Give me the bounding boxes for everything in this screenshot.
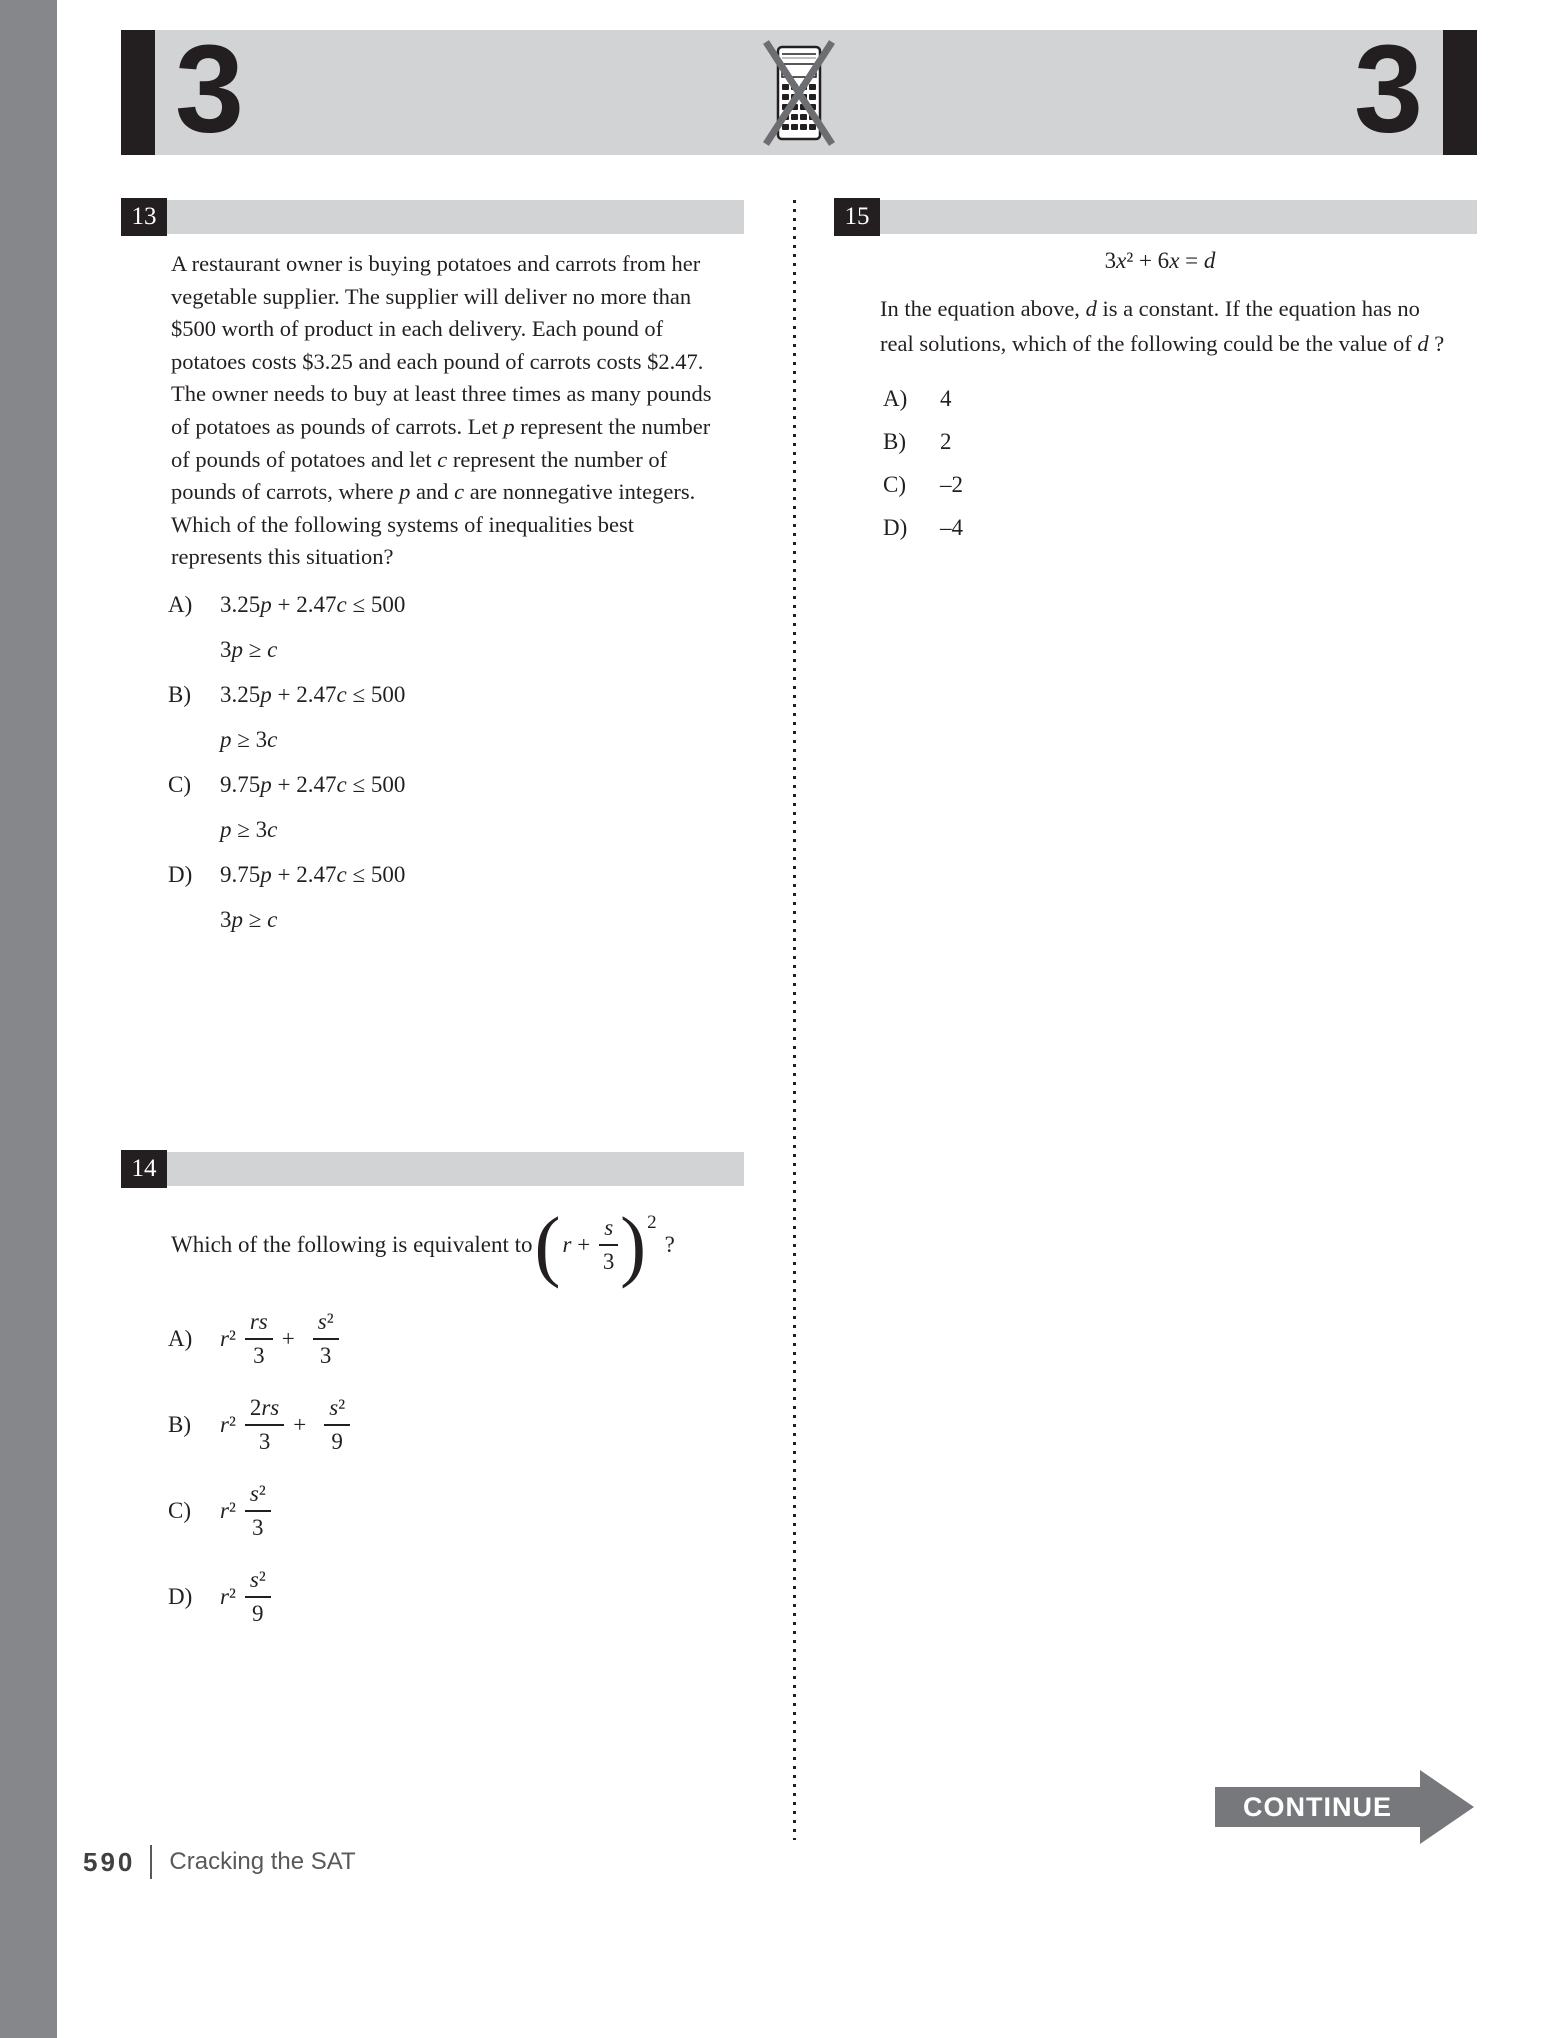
choice-15b xyxy=(883,420,1477,463)
choice-label: B) xyxy=(883,429,906,454)
footer-divider xyxy=(150,1845,152,1879)
question-15 xyxy=(834,200,1477,549)
fraction-numerator: s² xyxy=(245,1567,271,1598)
question-13-header-strip xyxy=(121,200,744,234)
fraction-denominator: 3 xyxy=(253,1343,265,1369)
choice-label: C) xyxy=(168,1498,191,1524)
choice-value: 4 xyxy=(940,386,952,411)
squared-binomial-expression xyxy=(534,1200,657,1289)
question-13-choices xyxy=(121,582,744,942)
choice-value: –4 xyxy=(940,515,963,540)
no-calculator-icon xyxy=(760,40,838,151)
choice-14d xyxy=(168,1560,744,1634)
fraction-numerator: s² xyxy=(324,1395,350,1426)
section-header-band xyxy=(121,19,1477,158)
exponent: 2 xyxy=(647,1212,657,1233)
question-13-number-badge: 13 xyxy=(121,198,167,236)
question-14-number-badge: 14 xyxy=(121,1150,167,1188)
page-footer xyxy=(83,1845,356,1879)
fraction xyxy=(245,1309,273,1369)
choice-15c xyxy=(883,463,1477,506)
fraction-denominator: 3 xyxy=(258,1429,271,1455)
expression-inner xyxy=(561,1215,621,1275)
choice-label: D) xyxy=(168,861,193,887)
question-14-prompt xyxy=(171,1200,744,1289)
fraction-numerator: s xyxy=(599,1215,618,1246)
choice-value: 2 xyxy=(940,429,952,454)
choice-formula-line2: 3p ≥ c xyxy=(220,636,278,662)
open-paren: ( xyxy=(534,1200,561,1289)
choice-14c xyxy=(168,1474,744,1548)
question-15-header-strip xyxy=(834,200,1477,234)
page-edge-strip xyxy=(0,0,57,2038)
choice-14a xyxy=(168,1302,744,1376)
choice-formula-line2: 3p ≥ c xyxy=(220,906,278,932)
choice-formula-line2: p ≥ 3c xyxy=(220,726,278,752)
book-title: Cracking the SAT xyxy=(169,1848,356,1875)
header-bar-left xyxy=(121,30,155,155)
choice-label: D) xyxy=(168,1584,193,1610)
fraction-numerator: s² xyxy=(313,1309,339,1340)
expression-term: r + xyxy=(562,1232,591,1258)
choice-14b xyxy=(168,1388,744,1462)
fraction-denominator: 3 xyxy=(252,1515,264,1541)
close-paren: ) xyxy=(620,1200,647,1289)
choice-label: C) xyxy=(168,771,191,797)
choice-label: B) xyxy=(168,681,191,707)
fraction-denominator: 3 xyxy=(319,1343,332,1369)
page-number: 590 xyxy=(83,1846,136,1877)
fraction xyxy=(245,1395,284,1455)
section-number-right: 3 xyxy=(1354,19,1423,158)
header-bar-right xyxy=(1443,30,1477,155)
choice-label: C) xyxy=(883,472,906,497)
column-divider xyxy=(793,200,796,1840)
question-13-prompt: A restaurant owner is buying potatoes and carrots from her vegetable supplier. The supplier will deliver no more than $500 worth of product in each delivery. Each pound of potatoes costs $3.25 and each pound of carrots costs $2.47. The owner needs to buy at least three times as many pounds of potatoes as pounds of carrots. Let p represent the number of pounds of potatoes and let c represent the number of pounds of carrots, where p and c are nonnegative integers. Which of the following systems of inequalities best represents this situation? xyxy=(171,251,712,570)
choice-value: –2 xyxy=(940,472,963,497)
choice-label: D) xyxy=(883,515,908,540)
fraction-numerator: s² xyxy=(245,1481,271,1512)
question-14 xyxy=(121,1152,744,1646)
question-14-prompt-lead: Which of the following is equivalent to xyxy=(171,1232,533,1258)
choice-term: r² xyxy=(220,1326,236,1352)
choice-formula: 3.25p + 2.47c ≤ 500 xyxy=(220,591,406,617)
choice-13b xyxy=(168,672,744,762)
fraction xyxy=(324,1395,350,1455)
choice-term: r² xyxy=(220,1498,236,1524)
question-15-choices xyxy=(834,377,1477,549)
continue-arrow-icon xyxy=(1420,1770,1474,1844)
question-mark: ? xyxy=(664,1232,675,1258)
choice-formula: 9.75p + 2.47c ≤ 500 xyxy=(220,861,406,887)
choice-term: r² xyxy=(220,1584,236,1610)
fraction-denominator: 9 xyxy=(252,1601,264,1627)
choice-13c xyxy=(168,762,744,852)
fraction xyxy=(245,1567,271,1627)
choice-label: A) xyxy=(168,1326,193,1352)
fraction xyxy=(245,1481,271,1541)
choice-13d xyxy=(168,852,744,942)
choice-15d xyxy=(883,506,1477,549)
question-13 xyxy=(121,200,744,942)
continue-label: CONTINUE xyxy=(1215,1787,1420,1827)
continue-banner xyxy=(1215,1770,1474,1844)
section-number-left: 3 xyxy=(175,19,244,158)
choice-label: B) xyxy=(168,1412,191,1438)
question-14-choices xyxy=(121,1302,744,1634)
plus-sign: + xyxy=(293,1412,307,1438)
choice-label: A) xyxy=(883,386,908,411)
choice-label: A) xyxy=(168,591,193,617)
question-15-number-badge: 15 xyxy=(834,198,880,236)
choice-term: r² xyxy=(220,1412,236,1438)
choice-formula: 9.75p + 2.47c ≤ 500 xyxy=(220,771,406,797)
question-15-prompt: In the equation above, d is a constant. If the equation has no real solutions, which of the following could be the value of d ? xyxy=(880,296,1445,356)
question-14-header-strip xyxy=(121,1152,744,1186)
fraction-denominator: 9 xyxy=(331,1429,343,1455)
fraction xyxy=(313,1309,339,1369)
question-15-equation: 3x² + 6x = d xyxy=(1104,248,1216,273)
fraction-numerator: rs xyxy=(245,1309,273,1340)
fraction xyxy=(599,1215,618,1275)
choice-formula: 3.25p + 2.47c ≤ 500 xyxy=(220,681,406,707)
plus-sign: + xyxy=(281,1326,295,1352)
fraction-numerator: 2rs xyxy=(245,1395,284,1426)
choice-13a xyxy=(168,582,744,672)
choice-formula-line2: p ≥ 3c xyxy=(220,816,278,842)
choice-15a xyxy=(883,377,1477,420)
fraction-denominator: 3 xyxy=(602,1249,615,1275)
